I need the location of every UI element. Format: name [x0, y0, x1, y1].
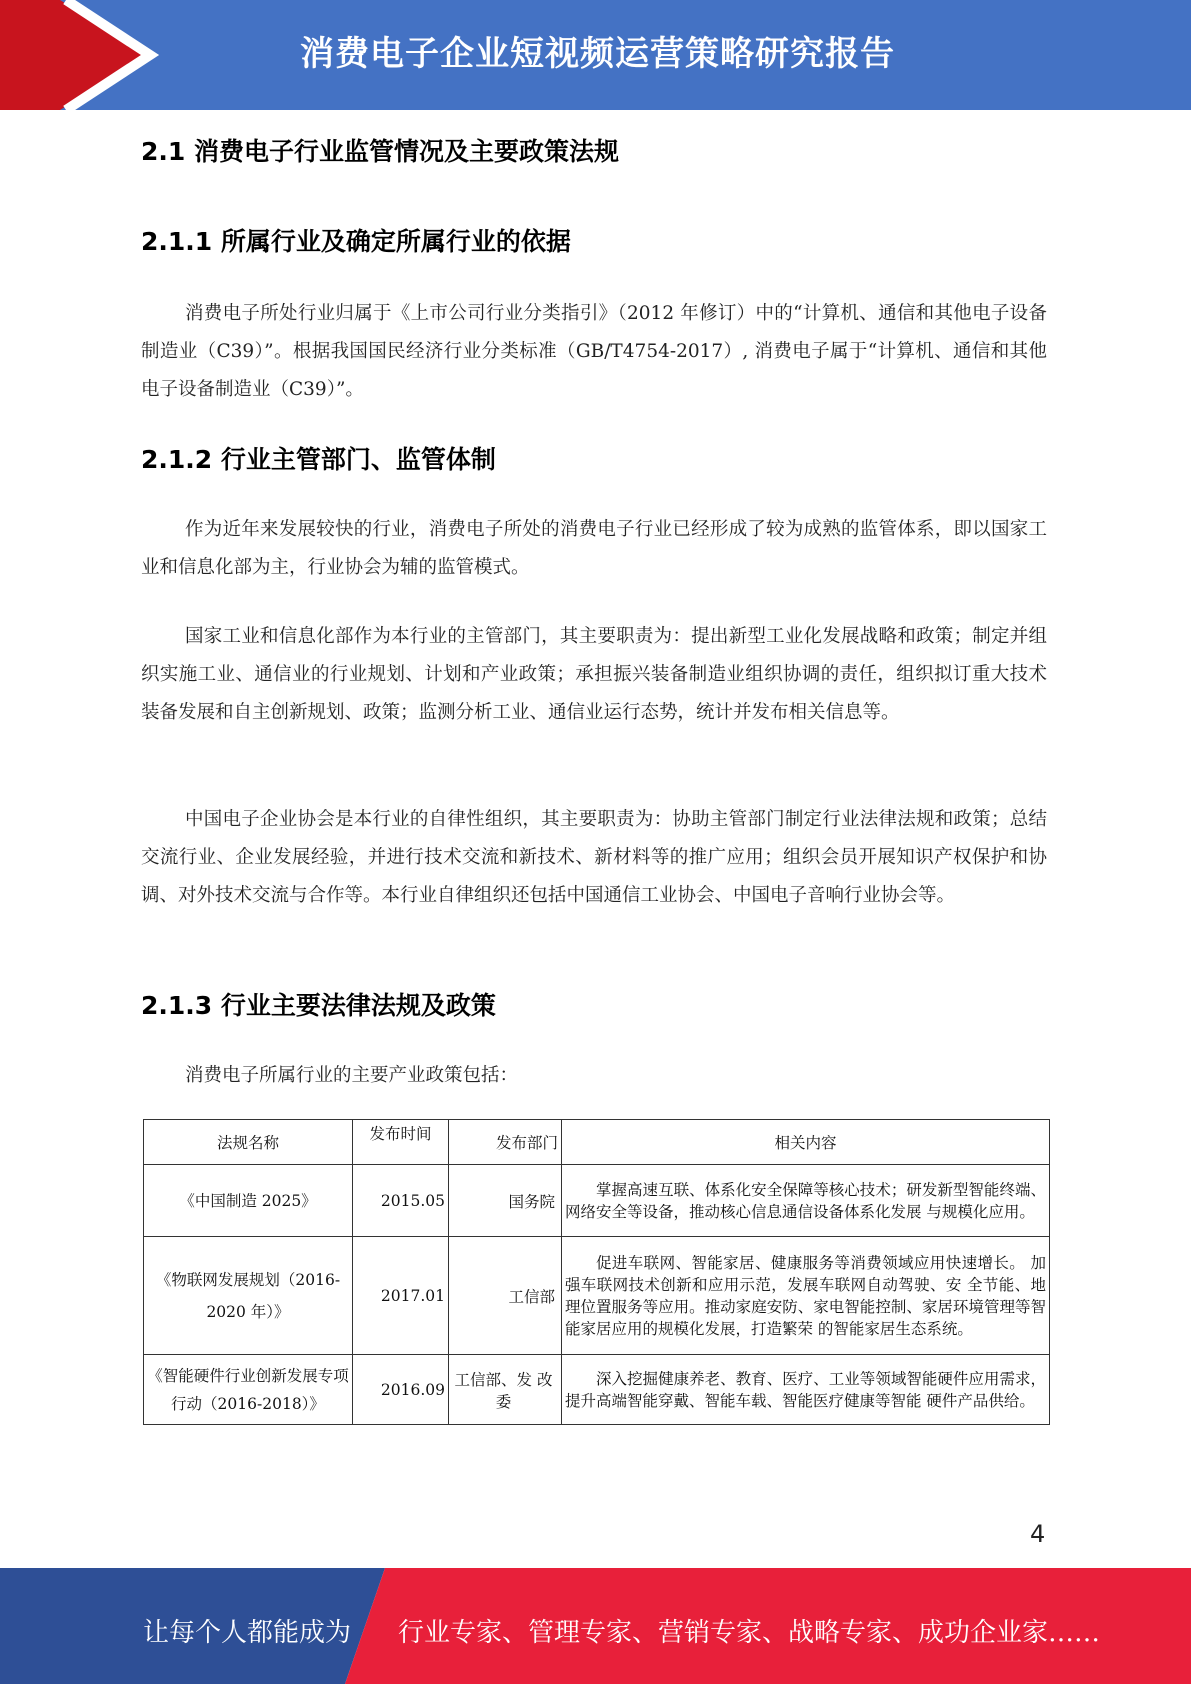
- cell-date: 2015.05: [353, 1165, 449, 1237]
- section-heading-2-1-2: 2.1.2 行业主管部门、监管体制: [141, 445, 496, 474]
- paragraph-industry-classification: 消费电子所处行业归属于《上市公司行业分类指引》（2012 年修订）中的“计算机、通信和其他电子设备制造业（C39）”。根据我国国民经济行业分类标准（GB/T4754-2017）, 消费电子属于“计算机、通信和其他电子设备制造业（C39）”。: [141, 303, 1047, 400]
- policy-table: [143, 1119, 1050, 1425]
- section-heading-2-1: 2.1 消费电子行业监管情况及主要政策法规: [141, 137, 619, 166]
- table-header-row: [144, 1120, 1050, 1165]
- cell-name: 《中国制造 2025》: [144, 1165, 353, 1237]
- table-row: [144, 1165, 1050, 1237]
- cell-date: 2017.01: [353, 1237, 449, 1355]
- paragraph-ministry-duties: 国家工业和信息化部作为本行业的主管部门，其主要职责为：提出新型工业化发展战略和政策；制定并组织实施工业、通信业的行业规划、计划和产业政策；承担振兴装备制造业组织协调的责任，组织拟订重大技术装备发展和自主创新规划、政策；监测分析工业、通信业运行态势，统计并发布相关信息等。: [141, 626, 1047, 723]
- header-department: 发布部门: [449, 1120, 562, 1165]
- cell-dept: 工信部: [449, 1237, 562, 1355]
- table-row: [144, 1237, 1050, 1355]
- page-header: [0, 0, 1191, 110]
- report-title: 消费电子企业短视频运营策略研究报告: [300, 34, 895, 74]
- cell-name: 《智能硬件行业创新发展专项行动（2016-2018）》: [144, 1355, 353, 1425]
- paragraph-regulatory-system: 作为近年来发展较快的行业，消费电子所处的消费电子行业已经形成了较为成熟的监管体系，即以国家工业和信息化部为主，行业协会为辅的监管模式。: [141, 519, 1047, 578]
- header-content: 相关内容: [562, 1120, 1050, 1165]
- section-heading-2-1-1: 2.1.1 所属行业及确定所属行业的依据: [141, 227, 571, 256]
- section-heading-2-1-3: 2.1.3 行业主要法律法规及政策: [141, 991, 496, 1020]
- cell-dept: 国务院: [449, 1165, 562, 1237]
- footer-slogan-right: 行业专家、管理专家、营销专家、战略专家、成功企业家……: [398, 1618, 1101, 1648]
- paragraph-association-duties: 中国电子企业协会是本行业的自律性组织，其主要职责为：协助主管部门制定行业法律法规和政策；总结交流行业、企业发展经验，并进行技术交流和新技术、新材料等的推广应用；组织会员开展知识产权保护和协调、对外技术交流与合作等。本行业自律组织还包括中国通信工业协会、中国电子音响行业协会等。: [141, 809, 1047, 906]
- cell-content: 促进车联网、智能家居、健康服务等消费领域应用快速增长。 加强车联网技术创新和应用示范，发展车联网自动驾驶、安 全节能、地理位置服务等应用。推动家庭安防、家电智能控制、家居环境管理等智能家居应用的规模化发展，打造繁荣 的智能家居生态系统。: [562, 1237, 1050, 1355]
- header-release-date: 发布时间: [353, 1120, 449, 1165]
- page-footer: [0, 1568, 1191, 1684]
- cell-date: 2016.09: [353, 1355, 449, 1425]
- table-row: [144, 1355, 1050, 1425]
- cell-content: 深入挖掘健康养老、教育、医疗、工业等领域智能硬件应用需求，提升高端智能穿戴、智能车载、智能医疗健康等智能 硬件产品供给。: [562, 1355, 1050, 1425]
- cell-name: 《物联网发展规划（2016-2020 年）》: [144, 1237, 353, 1355]
- paragraph-policy-intro: 消费电子所属行业的主要产业政策包括：: [185, 1065, 519, 1086]
- footer-slogan-left: 让每个人都能成为: [143, 1618, 352, 1648]
- cell-content: 掌握高速互联、体系化安全保障等核心技术；研发新型智能终端、网络安全等设备，推动核心信息通信设备体系化发展 与规模化应用。: [562, 1165, 1050, 1237]
- page-number: 4: [1030, 1520, 1046, 1548]
- header-regulation-name: 法规名称: [144, 1120, 353, 1165]
- cell-dept: 工信部、发 改委: [449, 1355, 562, 1425]
